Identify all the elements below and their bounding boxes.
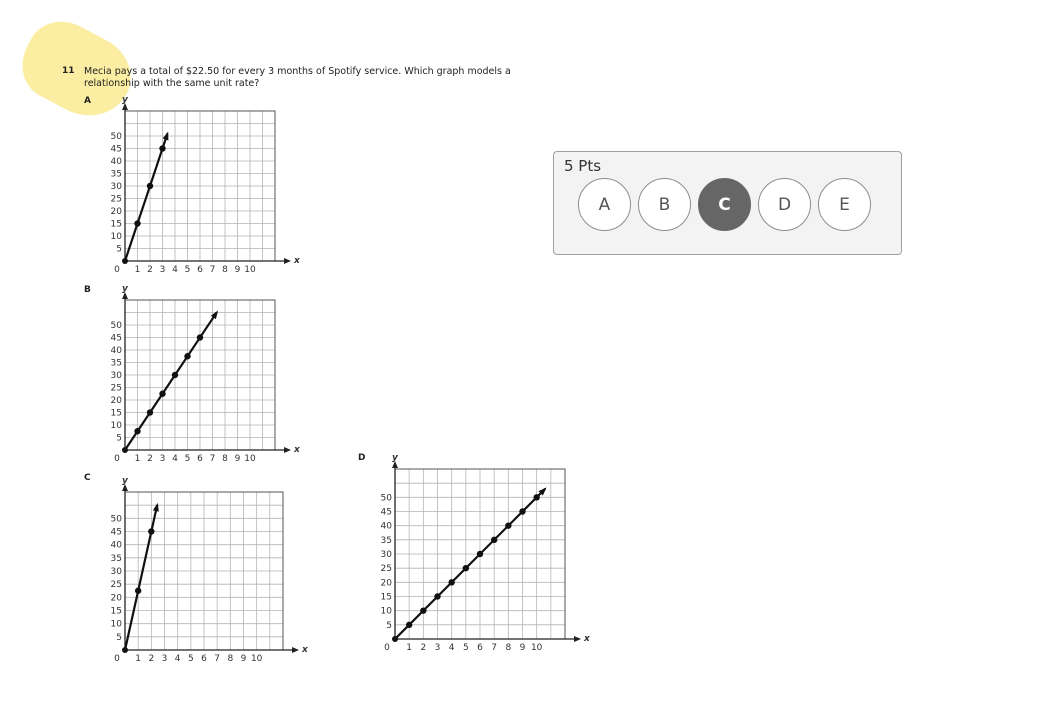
y-tick-label: 50 — [110, 132, 122, 142]
y-tick-label: 20 — [110, 593, 122, 604]
graph-c-letter: C — [84, 473, 91, 483]
data-point — [477, 551, 483, 557]
graph-b-letter: B — [84, 285, 91, 295]
data-point — [197, 334, 203, 340]
x-tick-label: 3 — [434, 643, 441, 653]
x-tick-label: 2 — [148, 654, 155, 664]
data-point — [159, 391, 165, 397]
y-tick-label: 40 — [110, 540, 122, 551]
y-tick-label: 45 — [110, 527, 122, 538]
y-tick-label: 15 — [110, 219, 122, 230]
choice-d-button[interactable]: D — [758, 178, 811, 231]
x-tick-label: 5 — [187, 654, 194, 664]
x-tick-label: 8 — [505, 643, 512, 653]
data-point — [448, 579, 454, 585]
data-point — [491, 537, 497, 543]
x-tick-label: 5 — [462, 643, 469, 653]
x-tick-label: 6 — [197, 265, 203, 275]
y-axis-label: y — [392, 453, 398, 463]
x-tick-label: 4 — [448, 643, 455, 653]
y-tick-label: 40 — [110, 346, 122, 356]
x-tick-label: 1 — [406, 643, 413, 653]
graph-a — [100, 95, 300, 282]
graph-d — [370, 455, 595, 660]
origin-label: 0 — [114, 654, 120, 664]
x-tick-label: 1 — [135, 654, 142, 664]
y-tick-label: 15 — [110, 606, 122, 617]
x-tick-label: 1 — [134, 265, 141, 275]
x-axis-label: x — [294, 256, 300, 266]
x-tick-label: 5 — [184, 265, 191, 275]
x-tick-label: 7 — [209, 454, 216, 464]
y-tick-label: 10 — [110, 421, 122, 431]
x-axis-label: x — [584, 634, 590, 644]
y-tick-label: 30 — [110, 371, 122, 381]
y-tick-label: 50 — [380, 493, 392, 504]
points-label: 5 Pts — [564, 157, 602, 175]
series-line — [125, 505, 157, 650]
y-tick-label: 20 — [380, 578, 392, 589]
question-number: 11 — [62, 66, 75, 76]
x-tick-label: 7 — [209, 265, 216, 275]
y-tick-label: 20 — [110, 207, 122, 217]
x-axis-label: x — [294, 445, 300, 455]
data-point — [134, 220, 140, 226]
x-tick-label: 4 — [172, 454, 178, 464]
x-tick-label: 9 — [519, 643, 526, 653]
y-tick-label: 5 — [386, 620, 392, 631]
x-tick-label: 8 — [227, 654, 234, 664]
y-tick-label: 25 — [110, 580, 122, 591]
y-tick-label: 35 — [380, 535, 392, 546]
data-point — [392, 636, 398, 642]
x-tick-label: 6 — [201, 654, 207, 664]
y-tick-label: 50 — [110, 321, 122, 331]
series-line — [125, 134, 168, 262]
data-point — [147, 183, 153, 189]
y-tick-label: 30 — [110, 182, 122, 192]
choice-b-button[interactable]: B — [638, 178, 691, 231]
data-point — [406, 622, 412, 628]
data-point — [434, 593, 440, 599]
y-tick-label: 40 — [110, 157, 122, 167]
y-tick-label: 15 — [380, 592, 392, 603]
y-tick-label: 20 — [110, 396, 122, 406]
y-axis-label: y — [122, 476, 128, 486]
data-point — [159, 145, 165, 151]
x-tick-label: 6 — [197, 454, 203, 464]
y-tick-label: 35 — [110, 169, 122, 180]
graph-c — [100, 476, 308, 670]
data-point — [463, 565, 469, 571]
x-tick-label: 3 — [159, 454, 166, 464]
data-point — [148, 528, 154, 534]
choice-a-button[interactable]: A — [578, 178, 631, 231]
data-point — [134, 428, 140, 434]
data-point — [519, 508, 525, 514]
x-tick-label: 5 — [184, 454, 191, 464]
y-tick-label: 45 — [380, 507, 392, 518]
data-point — [172, 372, 178, 378]
data-point — [122, 447, 128, 453]
x-tick-label: 3 — [159, 265, 166, 275]
y-tick-label: 30 — [110, 567, 122, 577]
x-tick-label: 2 — [420, 643, 427, 653]
x-tick-label: 6 — [477, 643, 483, 653]
x-tick-label: 2 — [147, 265, 153, 275]
origin-label: 0 — [114, 454, 120, 464]
x-tick-label: 8 — [222, 265, 228, 275]
graph-a-letter: A — [84, 96, 91, 106]
data-point — [184, 353, 190, 359]
x-axis-label: x — [302, 645, 308, 655]
y-tick-label: 5 — [116, 244, 122, 255]
data-point — [533, 494, 539, 500]
answer-choices — [578, 178, 878, 231]
y-tick-label: 10 — [380, 606, 392, 617]
y-tick-label: 10 — [110, 232, 122, 242]
data-point — [122, 258, 128, 264]
x-tick-label: 7 — [214, 654, 221, 664]
y-tick-label: 5 — [116, 433, 122, 444]
data-point — [505, 522, 511, 528]
y-tick-label: 25 — [110, 194, 122, 205]
x-tick-label: 9 — [240, 654, 247, 664]
x-tick-label: 9 — [234, 265, 241, 275]
answer-panel — [553, 151, 902, 255]
y-tick-label: 15 — [110, 408, 122, 419]
x-tick-label: 10 — [244, 265, 256, 275]
y-tick-label: 45 — [110, 144, 122, 155]
choice-c-button[interactable]: C — [698, 178, 751, 231]
data-point — [122, 647, 128, 653]
y-tick-label: 5 — [116, 632, 122, 643]
y-tick-label: 25 — [380, 564, 392, 575]
x-tick-label: 3 — [161, 654, 168, 664]
y-tick-label: 40 — [380, 521, 392, 532]
data-point — [420, 607, 426, 613]
y-tick-label: 45 — [110, 333, 122, 344]
data-point — [147, 409, 153, 415]
question-text: Mecia pays a total of $22.50 for every 3 months of Spotify service. Which graph models a relationship with the same unit rate? — [84, 66, 511, 89]
y-axis-label: y — [122, 284, 128, 294]
x-tick-label: 4 — [174, 654, 181, 664]
y-tick-label: 30 — [380, 550, 392, 560]
x-tick-label: 10 — [250, 654, 263, 664]
graph-b — [100, 284, 300, 471]
x-tick-label: 4 — [172, 265, 178, 275]
data-point — [135, 588, 141, 594]
choice-e-button[interactable]: E — [818, 178, 871, 231]
origin-label: 0 — [114, 265, 120, 275]
x-tick-label: 1 — [134, 454, 141, 464]
y-tick-label: 35 — [110, 358, 122, 369]
graph-d-letter: D — [358, 453, 366, 463]
series-arrow — [153, 503, 159, 512]
x-tick-label: 10 — [244, 454, 256, 464]
y-axis-label: y — [122, 95, 128, 105]
y-tick-label: 50 — [110, 514, 122, 525]
x-tick-label: 9 — [234, 454, 241, 464]
x-tick-label: 2 — [147, 454, 153, 464]
origin-label: 0 — [384, 643, 390, 653]
y-tick-label: 10 — [110, 619, 122, 630]
x-tick-label: 10 — [530, 643, 543, 653]
y-tick-label: 25 — [110, 383, 122, 394]
x-tick-label: 7 — [491, 643, 498, 653]
y-tick-label: 35 — [110, 553, 122, 564]
x-tick-label: 8 — [222, 454, 228, 464]
